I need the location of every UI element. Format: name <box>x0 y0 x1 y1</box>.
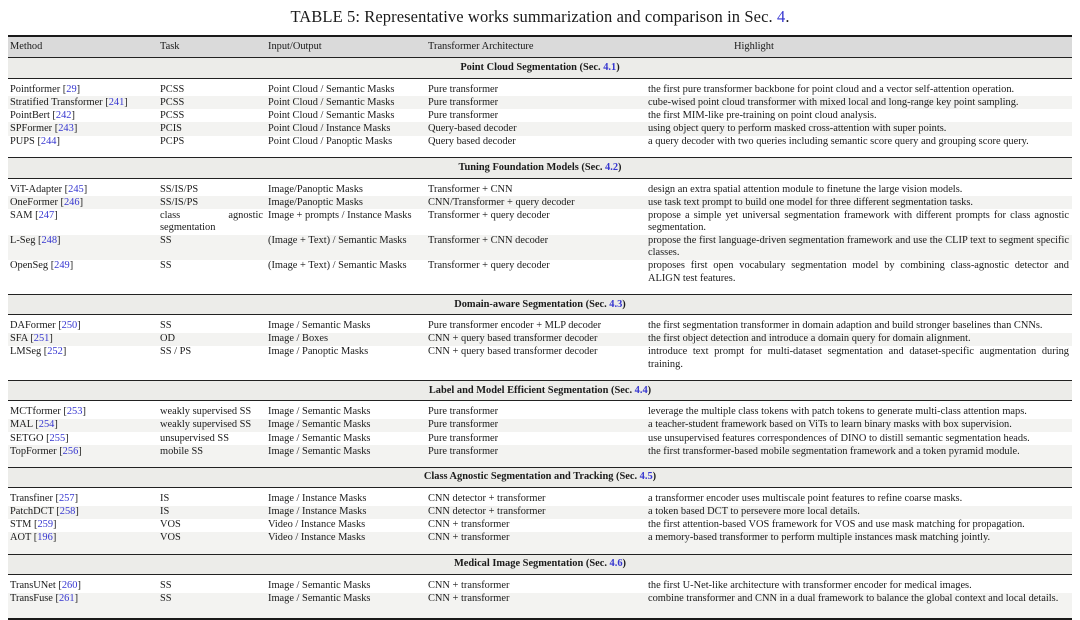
highlight-cell: a memory-based transformer to perform multiple instances mask matching jointly. <box>646 532 1072 554</box>
section-heading-text: Tuning Foundation Models (Sec. <box>458 161 606 173</box>
io-cell: Image / Instance Masks <box>266 506 426 519</box>
section-heading-row <box>8 467 1072 487</box>
highlight-cell: a teacher-student framework based on ViTs to learn binary masks with box supervision. <box>646 419 1072 432</box>
caption-text: TABLE 5: Representative works summarization and comparison in Sec. <box>290 7 777 26</box>
method-name: MCTformer [ <box>10 406 67 418</box>
method-cell <box>8 445 158 467</box>
citation-link[interactable]: 29 <box>66 83 77 95</box>
method-name: SAM [ <box>10 209 39 221</box>
section-heading-row <box>8 58 1072 78</box>
table-row <box>8 122 1072 135</box>
table-row <box>8 506 1072 519</box>
task-cell: VOS <box>160 519 181 531</box>
section-heading-close: ) <box>618 161 622 173</box>
table-row <box>8 432 1072 445</box>
section-link[interactable]: 4.4 <box>634 384 648 396</box>
highlight-cell: a token based DCT to persevere more local details. <box>646 506 1072 519</box>
arch-cell: CNN + query based transformer decoder <box>426 333 646 346</box>
method-bracket: ] <box>71 109 75 121</box>
arch-cell: Transformer + query decoder <box>428 260 550 272</box>
io-cell: Image / Semantic Masks <box>266 445 426 467</box>
method-cell <box>8 532 158 554</box>
arch-cell: CNN + transformer <box>426 532 646 554</box>
arch-cell: Transformer + CNN decoder <box>426 235 646 260</box>
section-heading-row <box>8 554 1072 574</box>
method-bracket: ] <box>78 445 82 457</box>
arch-cell: CNN detector + transformer <box>428 493 546 505</box>
table-row <box>8 401 1072 419</box>
io-cell: Point Cloud / Semantic Masks <box>268 83 395 95</box>
method-name: STM [ <box>10 519 38 531</box>
table-row <box>8 136 1072 158</box>
io-cell: Image / Semantic Masks <box>268 432 371 444</box>
arch-cell: Pure transformer <box>426 419 646 432</box>
task-cell: SS/IS/PS <box>160 183 199 195</box>
section-heading <box>8 295 1072 315</box>
task-cell: weakly supervised SS <box>160 406 252 418</box>
section-heading-row <box>8 295 1072 315</box>
method-name: LMSeg [ <box>10 346 48 358</box>
method-bracket: ] <box>79 196 84 208</box>
citation-link[interactable]: 243 <box>58 122 74 134</box>
io-cell: Image / Semantic Masks <box>268 406 371 418</box>
citation-link[interactable]: 196 <box>37 532 53 544</box>
method-cell <box>8 78 158 96</box>
citation-link[interactable]: 259 <box>37 519 54 531</box>
highlight-cell: design an extra spatial attention module to finetune the large vision models. <box>648 183 963 195</box>
section-heading <box>8 381 1072 401</box>
task-cell: SS/IS/PS <box>158 196 266 209</box>
citation-link[interactable]: 261 <box>58 593 75 605</box>
task-cell: PCSS <box>160 83 185 95</box>
method-cell <box>8 122 158 135</box>
method-bracket: ] <box>76 83 81 95</box>
table-row <box>8 260 1072 294</box>
table-row <box>8 78 1072 96</box>
method-bracket: ] <box>65 432 69 444</box>
citation-link[interactable]: 257 <box>58 493 75 505</box>
table-row <box>8 419 1072 432</box>
citation-link[interactable]: 244 <box>40 135 57 147</box>
column-header-highlight: Highlight <box>646 36 1072 58</box>
table-row <box>8 196 1072 209</box>
citation-link[interactable]: 241 <box>108 96 125 108</box>
arch-cell: Pure transformer encoder + MLP decoder <box>428 320 602 332</box>
arch-cell: Pure transformer <box>428 432 499 444</box>
task-cell: IS <box>160 493 170 505</box>
method-name: DAFormer [ <box>10 320 62 332</box>
citation-link[interactable]: 249 <box>54 260 70 272</box>
io-cell: Image / Panoptic Masks <box>268 346 369 358</box>
citation-link[interactable]: 258 <box>59 506 76 518</box>
table-row <box>8 575 1072 593</box>
citation-link[interactable]: 253 <box>66 406 83 418</box>
io-cell: Point Cloud / Panoptic Masks <box>268 135 393 147</box>
method-name: PointBert [ <box>10 109 56 121</box>
io-cell: Image + prompts / Instance Masks <box>268 209 412 221</box>
column-header-io: Input/Output <box>266 36 426 58</box>
caption-period: . <box>785 7 790 26</box>
task-cell: PCIS <box>158 122 266 135</box>
method-cell <box>8 506 158 519</box>
section-link[interactable]: 4.5 <box>639 471 653 483</box>
arch-cell: Pure transformer <box>428 83 499 95</box>
method-cell <box>8 235 158 260</box>
method-bracket: ] <box>49 333 53 345</box>
method-bracket: ] <box>52 532 57 544</box>
arch-cell: CNN + transformer <box>426 593 646 620</box>
method-cell <box>8 196 158 209</box>
section-heading-close: ) <box>622 558 626 570</box>
task-cell: VOS <box>158 532 266 554</box>
method-bracket: ] <box>77 320 81 332</box>
highlight-cell: a query decoder with two queries including semantic score query and grouping score query. <box>648 135 1029 147</box>
io-cell: Image / Semantic Masks <box>268 320 371 332</box>
io-cell: Image/Panoptic Masks <box>268 183 363 195</box>
citation-link[interactable]: 248 <box>41 235 58 247</box>
task-cell: PCSS <box>160 109 185 121</box>
method-name: L-Seg [ <box>10 235 42 247</box>
method-bracket: ] <box>74 593 79 605</box>
task-cell: SS <box>160 580 172 591</box>
method-cell <box>8 260 158 294</box>
io-cell: Image / Instance Masks <box>268 493 367 505</box>
io-cell: Image/Panoptic Masks <box>266 196 426 209</box>
task-cell: PCSS <box>158 96 266 109</box>
io-cell: (Image + Text) / Semantic Masks <box>268 260 407 272</box>
section-link[interactable]: 4.1 <box>603 61 617 73</box>
method-bracket: ] <box>74 493 79 505</box>
section-heading-text: Domain-aware Segmentation (Sec. <box>454 298 610 310</box>
method-name: TransUNet [ <box>10 580 62 591</box>
table-row <box>8 346 1072 380</box>
method-name: TransFuse [ <box>10 593 59 605</box>
highlight-cell: propose a simple yet universal segmentation framework with different prompts for class agnostic segmentation. <box>648 209 1069 233</box>
highlight-cell: propose the first language-driven segmentation framework and use the CLIP text to segment specific classes. <box>646 235 1072 260</box>
io-cell: Image / Semantic Masks <box>268 580 371 591</box>
table-row <box>8 333 1072 346</box>
highlight-cell: cube-wised point cloud transformer with mixed local and long-range key point sampling. <box>646 96 1072 109</box>
section-heading-close: ) <box>647 384 652 396</box>
table-row <box>8 593 1072 620</box>
arch-cell: Query-based decoder <box>426 122 646 135</box>
arch-cell: Pure transformer <box>428 109 499 121</box>
method-bracket: ] <box>54 419 58 431</box>
highlight-cell: use unsupervised features correspondences of DINO to distill semantic segmentation heads. <box>648 432 1030 444</box>
io-cell: Image / Boxes <box>266 333 426 346</box>
task-cell: PCPS <box>160 135 185 147</box>
table-row <box>8 445 1072 467</box>
io-cell: Video / Instance Masks <box>266 532 426 554</box>
section-heading-text: Medical Image Segmentation (Sec. <box>453 558 610 570</box>
arch-cell: CNN + transformer <box>428 519 510 531</box>
task-cell: OD <box>158 333 266 346</box>
method-bracket: ] <box>124 96 128 108</box>
citation-link[interactable]: 252 <box>47 346 63 358</box>
method-name: OneFormer [ <box>10 196 64 208</box>
method-cell <box>8 346 158 380</box>
method-cell <box>8 109 158 122</box>
arch-cell: Pure transformer <box>426 445 646 467</box>
method-bracket: ] <box>75 506 79 518</box>
highlight-cell: using object query to perform masked cross-attention with super points. <box>646 122 1072 135</box>
io-cell: Point Cloud / Semantic Masks <box>268 109 395 121</box>
io-cell: (Image + Text) / Semantic Masks <box>266 235 426 260</box>
method-cell <box>8 96 158 109</box>
section-heading-row <box>8 381 1072 401</box>
section-heading-row <box>8 158 1072 178</box>
method-cell <box>8 593 158 620</box>
method-cell <box>8 315 158 333</box>
section-heading <box>8 58 1072 78</box>
method-cell <box>8 209 158 234</box>
section-link[interactable]: 4.6 <box>609 558 623 570</box>
section-heading <box>8 158 1072 178</box>
table-row <box>8 96 1072 109</box>
section-heading-close: ) <box>622 298 626 310</box>
arch-cell: Transformer + query decoder <box>428 209 550 221</box>
arch-cell: Query based decoder <box>428 135 516 147</box>
highlight-cell: leverage the multiple class tokens with patch tokens to generate multi-class attention maps. <box>648 406 1027 418</box>
io-cell: Video / Instance Masks <box>268 519 366 531</box>
task-cell: SS <box>160 260 172 272</box>
method-name: TopFormer [ <box>10 445 63 457</box>
method-bracket: ] <box>57 235 61 247</box>
citation-link[interactable]: 245 <box>68 183 84 195</box>
task-cell: IS <box>158 506 266 519</box>
arch-cell: CNN + transformer <box>428 580 510 591</box>
highlight-cell: the first segmentation transformer in domain adaption and build stronger baselines than CNNs. <box>648 320 1043 332</box>
task-cell: SS / PS <box>160 346 192 358</box>
citation-link[interactable]: 246 <box>63 196 80 208</box>
task-cell: SS <box>158 593 266 620</box>
task-cell: mobile SS <box>158 445 266 467</box>
citation-link[interactable]: 247 <box>38 209 55 221</box>
arch-cell: CNN + query based transformer decoder <box>428 346 598 358</box>
method-name: Transfiner [ <box>10 493 59 505</box>
method-name: SPFormer [ <box>10 122 59 134</box>
task-cell: weakly supervised SS <box>158 419 266 432</box>
task-cell: SS <box>158 235 266 260</box>
table-row <box>8 519 1072 532</box>
method-bracket: ] <box>69 260 74 272</box>
section-heading-text: Class Agnostic Segmentation and Tracking (Sec. <box>423 471 640 483</box>
highlight-cell: the first MIM-like pre-training on point cloud analysis. <box>648 109 877 121</box>
citation-link[interactable]: 242 <box>55 109 72 121</box>
column-header-arch: Transformer Architecture <box>426 36 646 58</box>
method-bracket: ] <box>73 122 78 134</box>
method-bracket: ] <box>54 209 58 221</box>
method-name: PatchDCT [ <box>10 506 60 518</box>
citation-link[interactable]: 250 <box>61 320 78 332</box>
citation-link[interactable]: 256 <box>62 445 79 457</box>
table-row <box>8 209 1072 234</box>
table-row <box>8 532 1072 554</box>
section-heading <box>8 554 1072 574</box>
arch-cell: CNN detector + transformer <box>426 506 646 519</box>
table-caption <box>0 0 1080 27</box>
method-cell <box>8 136 158 158</box>
method-bracket: ] <box>56 135 60 147</box>
task-cell: SS <box>160 320 172 332</box>
highlight-cell: use task text prompt to build one model for three different segmentation tasks. <box>646 196 1072 209</box>
section-4-link[interactable]: 4 <box>776 7 786 26</box>
arch-cell: Transformer + CNN <box>428 183 513 195</box>
method-cell <box>8 333 158 346</box>
method-bracket: ] <box>77 580 81 591</box>
section-link[interactable]: 4.2 <box>605 161 619 173</box>
method-name: SFA [ <box>10 333 34 345</box>
column-header-method: Method <box>8 36 158 58</box>
io-cell: Point Cloud / Semantic Masks <box>266 96 426 109</box>
comparison-table <box>8 35 1072 620</box>
table-row <box>8 488 1072 506</box>
method-cell <box>8 419 158 432</box>
citation-link[interactable]: 260 <box>61 580 78 591</box>
column-header-task: Task <box>158 36 266 58</box>
citation-link[interactable]: 255 <box>49 432 66 444</box>
method-name: SETGO [ <box>10 432 50 444</box>
io-cell: Point Cloud / Instance Masks <box>266 122 426 135</box>
section-heading-close: ) <box>652 471 657 483</box>
arch-cell: CNN/Transformer + query decoder <box>426 196 646 209</box>
highlight-cell: combine transformer and CNN in a dual framework to balance the global context and local details. <box>646 593 1072 620</box>
citation-link[interactable]: 254 <box>38 419 55 431</box>
io-cell: Image / Semantic Masks <box>266 593 426 620</box>
method-name: AOT [ <box>10 532 38 544</box>
highlight-cell: the first attention-based VOS framework for VOS and use mask matching for propagation. <box>648 519 1025 531</box>
io-cell: Image / Semantic Masks <box>266 419 426 432</box>
method-name: OpenSeg [ <box>10 260 55 272</box>
highlight-cell: the first pure transformer backbone for point cloud and a vector self-attention operation. <box>648 83 1015 95</box>
table-row <box>8 235 1072 260</box>
highlight-cell: a transformer encoder uses multiscale point features to refine coarse masks. <box>648 493 963 505</box>
section-heading-close: ) <box>616 61 620 73</box>
section-heading-text: Point Cloud Segmentation (Sec. <box>460 61 604 73</box>
section-heading <box>8 467 1072 487</box>
method-bracket: ] <box>62 346 67 358</box>
method-cell <box>8 575 158 593</box>
method-name: Stratified Transformer [ <box>10 96 109 108</box>
method-cell <box>8 401 158 419</box>
section-heading-text: Label and Model Efficient Segmentation (Sec. <box>428 384 635 396</box>
method-cell <box>8 488 158 506</box>
method-cell <box>8 432 158 445</box>
citation-link[interactable]: 251 <box>33 333 50 345</box>
table-row <box>8 109 1072 122</box>
task-cell: class agnostic segmentation <box>160 209 263 233</box>
highlight-cell: the first object detection and introduce a domain query for domain alignment. <box>646 333 1072 346</box>
highlight-cell: the first U-Net-like architecture with transformer encoder for medical images. <box>648 580 972 591</box>
header-row <box>8 36 1072 58</box>
method-name: ViT-Adapter [ <box>10 183 69 195</box>
task-cell: unsupervised SS <box>160 432 229 444</box>
section-link[interactable]: 4.3 <box>609 298 623 310</box>
method-name: PUPS [ <box>10 135 41 147</box>
method-name: MAL [ <box>10 419 39 431</box>
method-cell <box>8 178 158 196</box>
method-bracket: ] <box>83 183 88 195</box>
highlight-cell: the first transformer-based mobile segmentation framework and a token pyramid module. <box>646 445 1072 467</box>
arch-cell: Pure transformer <box>426 96 646 109</box>
method-bracket: ] <box>53 519 57 531</box>
table-row <box>8 315 1072 333</box>
arch-cell: Pure transformer <box>428 406 499 418</box>
method-cell <box>8 519 158 532</box>
highlight-cell: proposes first open vocabulary segmentation model by combining class-agnostic detector and ALIGN test features. <box>648 260 1069 284</box>
table-row <box>8 178 1072 196</box>
method-name: Pointformer [ <box>10 83 67 95</box>
highlight-cell: introduce text prompt for multi-dataset segmentation and dataset-specific augmentation during training. <box>648 346 1069 370</box>
method-bracket: ] <box>82 406 86 418</box>
